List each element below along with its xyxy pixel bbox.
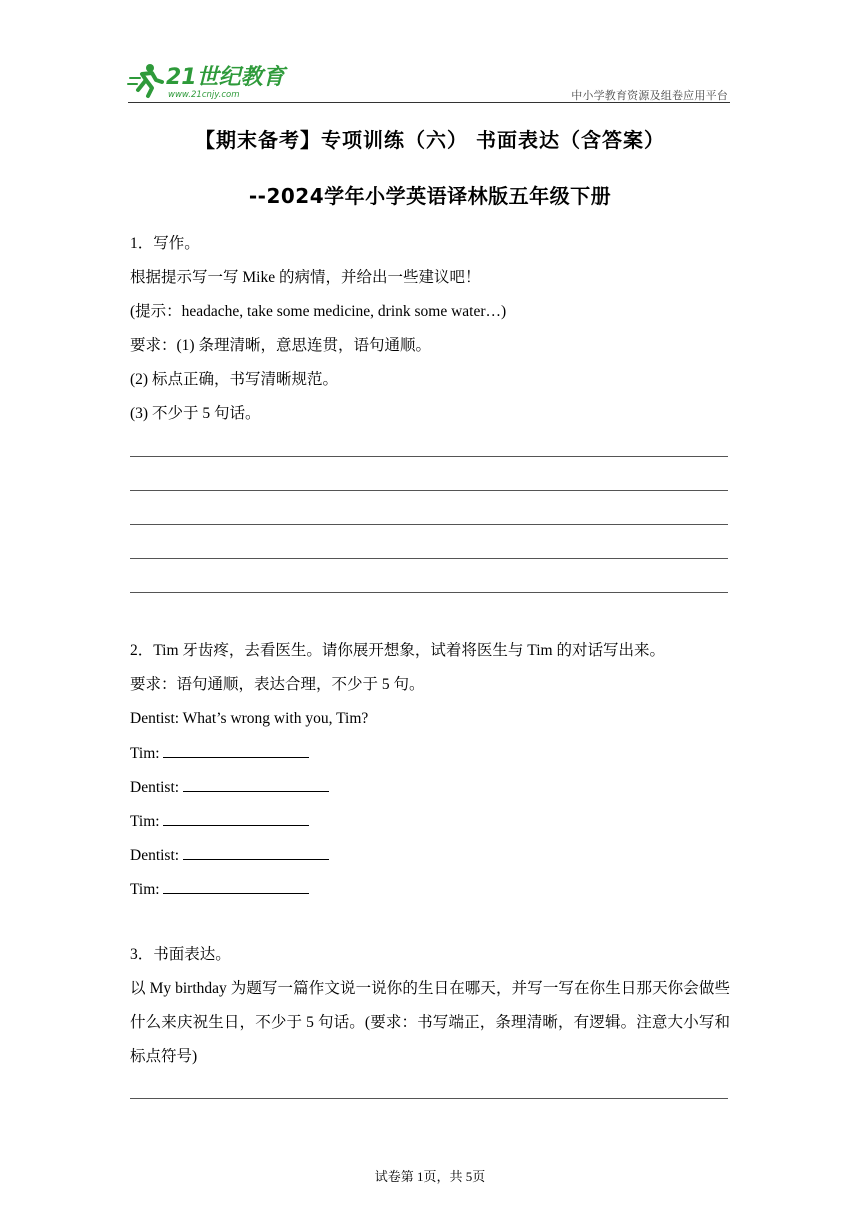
q2-requirement: 要求：语句通顺，表达合理，不少于 5 句。: [130, 676, 425, 693]
q1-requirement-3: (3) 不少于 5 句话。: [130, 405, 261, 422]
q1-requirement-1: 要求：(1) 条理清晰，意思连贯，语句通顺。: [130, 337, 431, 354]
q1-answer-line[interactable]: [130, 592, 728, 593]
brand-logo: [128, 60, 285, 100]
logo-brand-text: 21世纪教育: [166, 65, 285, 90]
q3-heading: 3．书面表达。: [130, 946, 231, 963]
header-platform-text: 中小学教育资源及组卷应用平台: [571, 89, 728, 102]
q1-answer-line[interactable]: [130, 456, 728, 457]
speaker-label: Tim:: [130, 881, 160, 898]
page-subtitle: --2024学年小学英语译林版五年级下册: [248, 184, 612, 208]
page-footer: 试卷第 1页，共 5页: [374, 1169, 486, 1184]
q1-instruction: 根据提示写一写 Mike 的病情，并给出一些建议吧！: [130, 269, 481, 286]
answer-blank[interactable]: [183, 777, 329, 792]
page-title: 【期末备考】专项训练（六） 书面表达（含答案）: [195, 128, 665, 152]
q2-dialog-line: [130, 743, 309, 764]
q3-prompt: 以 My birthday 为题写一篇作文说一说你的生日在哪天，并写一写在你生日那天你会做些什么来庆祝生日，不少于 5 句话。(要求：书写端正，条理清晰，有逻辑。注意大小写和标点符号): [130, 980, 730, 1065]
answer-blank[interactable]: [163, 743, 309, 758]
header-divider: [128, 102, 730, 103]
speaker-label: Dentist:: [130, 779, 180, 796]
q2-dialog-line: [130, 811, 309, 832]
speaker-label: Tim:: [130, 813, 160, 830]
speaker-label: Tim:: [130, 745, 160, 762]
q2-dialog-line-1: Dentist: What’s wrong with you, Tim?: [130, 710, 369, 727]
q1-answer-line[interactable]: [130, 490, 728, 491]
q3-answer-line[interactable]: [130, 1098, 728, 1099]
speaker-label: Dentist:: [130, 847, 180, 864]
page-header: [128, 60, 730, 104]
answer-blank[interactable]: [163, 811, 309, 826]
q1-answer-line[interactable]: [130, 524, 728, 525]
answer-blank[interactable]: [163, 879, 309, 894]
q2-dialog-line: [130, 777, 329, 798]
q1-answer-line[interactable]: [130, 558, 728, 559]
q2-dialog-line: [130, 845, 329, 866]
q1-heading: 1．写作。: [130, 235, 200, 252]
answer-blank[interactable]: [183, 845, 329, 860]
runner-logo-icon: [128, 60, 285, 100]
q2-heading: 2．Tim 牙齿疼，去看医生。请你展开想象，试着将医生与 Tim 的对话写出来。: [130, 642, 665, 659]
logo-url-text: www.21cnjy.com: [168, 90, 240, 100]
q1-hint: (提示：headache, take some medicine, drink some water…): [130, 303, 507, 320]
q2-dialog-line: [130, 879, 309, 900]
q1-requirement-2: (2) 标点正确，书写清晰规范。: [130, 371, 338, 388]
